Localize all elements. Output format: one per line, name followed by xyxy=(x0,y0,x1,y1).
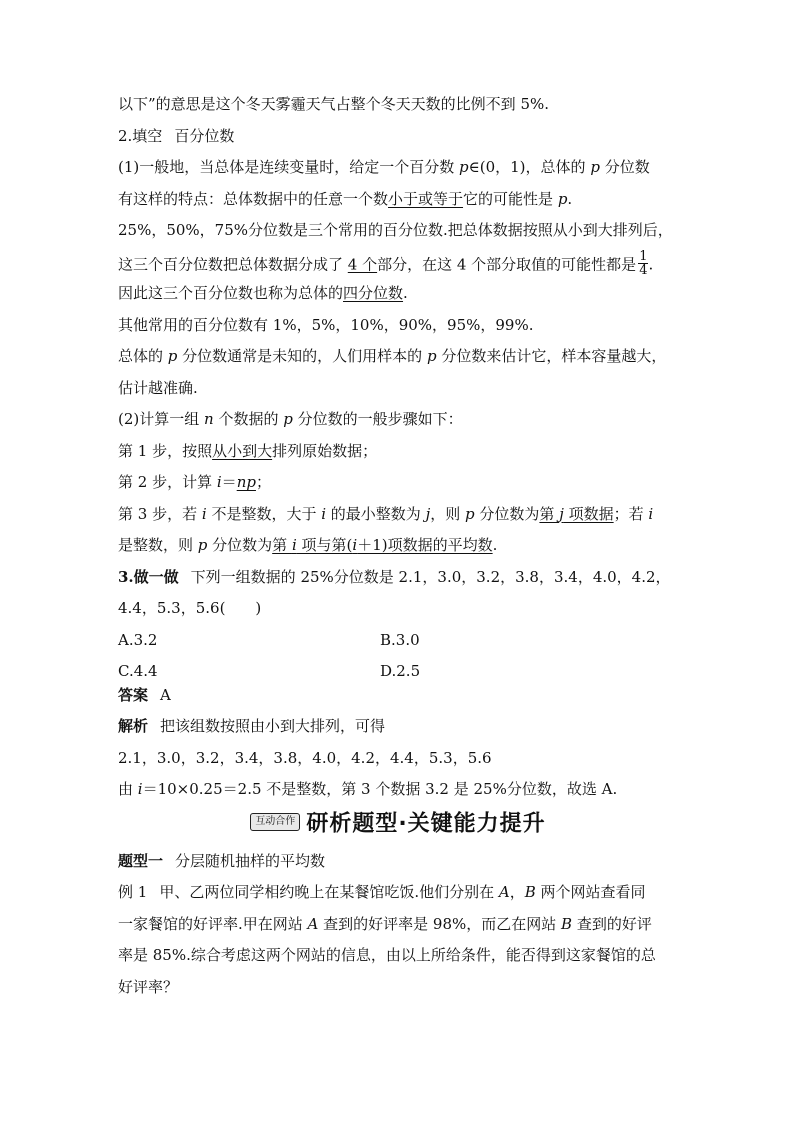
options-row xyxy=(118,630,678,650)
option-a: A.3.2 xyxy=(118,630,158,649)
text-line: 第 1 步，按照从小到大排列原始数据； xyxy=(118,441,378,460)
text-line: 以下”的意思是这个冬天雾霾天气占整个冬天天数的比例不到 5%. xyxy=(118,95,550,113)
text-line: 4.4，5.3，5.6( ) xyxy=(118,599,262,617)
blank-answer: 四分位数 xyxy=(343,284,404,302)
text-line: 有这样的特点：总体数据中的任意一个数小于或等于它的可能性是 p. xyxy=(118,189,573,208)
blank-answer: 第 j 项数据 xyxy=(539,504,614,523)
section-header xyxy=(118,811,678,837)
analysis-line: 解析 把该组数按照由小到大排列，可得 xyxy=(118,717,386,735)
blank-answer: 从小到大 xyxy=(212,441,273,460)
example-line: 率是 85%.综合考虑这两个网站的信息，由以上所给条件，能否得到这家餐馆的总 xyxy=(118,946,656,964)
subsection-heading: 2.填空 百分位数 xyxy=(118,126,235,145)
text-line: 其他常用的百分位数有 1%，5%，10%，90%，95%，99%. xyxy=(118,315,534,334)
option-d: D.2.5 xyxy=(380,662,421,680)
example-line: 好评率？ xyxy=(118,977,179,996)
blank-answer: 第 i 项与第(i＋1)项数据的平均数 xyxy=(272,536,493,554)
text-line: 是整数，则 p 分位数为第 i 项与第(i＋1)项数据的平均数. xyxy=(118,536,498,554)
exercise-question: 3.做一做 下列一组数据的 25%分位数是 2.1，3.0，3.2，3.8，3.4，4.0，4.2， xyxy=(118,567,671,586)
blank-answer: 小于或等于 xyxy=(388,189,464,208)
text-line: 这三个百分位数把总体数据分成了 4 个部分，在这 4 个部分取值的可能性都是 $\frac{1}{4}$ . xyxy=(118,248,654,278)
option-c: C.4.4 xyxy=(118,662,158,680)
option-b: B.3.0 xyxy=(380,630,420,649)
text-line: 第 2 步，计算 i＝np； xyxy=(118,473,271,491)
text-line: 估计越准确. xyxy=(118,378,198,397)
document-page xyxy=(118,94,678,1008)
text-line: 第 3 步，若 i 不是整数，大于 i 的最小整数为 j，则 p 分位数为第 j 项数据；若 i xyxy=(118,504,654,523)
options-row xyxy=(118,661,678,681)
text-line: (2)计算一组 n 个数据的 p 分位数的一般步骤如下： xyxy=(118,410,463,428)
text-line: 2.1，3.0，3.2，3.4，3.8，4.0，4.2，4.4，5.3，5.6 xyxy=(118,748,492,767)
section-title: 研析题型·关键能力提升 xyxy=(306,811,546,836)
type-heading: 题型一 分层随机抽样的平均数 xyxy=(118,851,326,870)
blank-answer: np xyxy=(236,473,256,491)
answer-line: 答案 A xyxy=(118,685,171,704)
fraction: $\frac{1}{4}$ xyxy=(639,248,648,278)
text-line: 25%，50%，75%分位数是三个常用的百分位数.把总体数据按照从小到大排列后， xyxy=(118,221,673,239)
section-badge: 互动合作 xyxy=(250,813,300,831)
example-line: 一家餐馆的好评率.甲在网站 A 查到的好评率是 98%，而乙在网站 B 查到的好评 xyxy=(118,914,652,933)
example-line: 例 1 甲、乙两位同学相约晚上在某餐馆吃饭.他们分别在 A，B 两个网站查看同 xyxy=(118,883,646,901)
blank-answer: 4 个 xyxy=(347,255,378,273)
text-line: (1)一般地，当总体是连续变量时，给定一个百分数 p∈(0，1)，总体的 p 分位数 xyxy=(118,158,650,176)
text-line: 由 i＝10×0.25＝2.5 不是整数，第 3 个数据 3.2 是 25%分位数，故选 A. xyxy=(118,780,618,798)
text-line: 因此这三个百分位数也称为总体的四分位数. xyxy=(118,284,408,302)
text-line: 总体的 p 分位数通常是未知的，人们用样本的 p 分位数来估计它，样本容量越大， xyxy=(118,347,667,365)
